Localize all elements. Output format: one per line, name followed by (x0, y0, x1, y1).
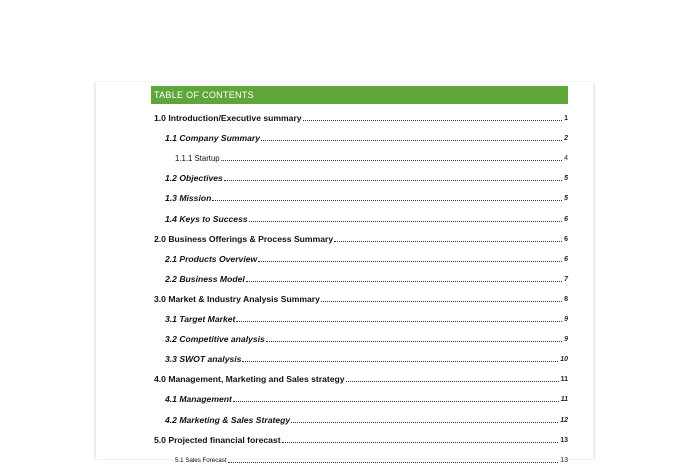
toc-dot-leader (291, 422, 558, 423)
toc-entry-title[interactable]: 1.3 Mission (165, 193, 212, 204)
toc-entry[interactable] (151, 405, 568, 425)
toc-entry[interactable] (151, 325, 568, 345)
toc-dot-leader (266, 341, 562, 342)
toc-dot-leader (258, 261, 562, 262)
toc-entry[interactable] (151, 144, 568, 164)
toc-dot-leader (242, 361, 558, 362)
toc-entry-title[interactable]: 1.1.1 Startup (175, 154, 220, 164)
toc-entry-page-number: 9 (564, 336, 568, 344)
toc-dot-leader (224, 180, 562, 181)
toc-dot-leader (321, 301, 562, 302)
toc-entry[interactable] (151, 426, 568, 446)
toc-header: TABLE OF CONTENTS (151, 86, 568, 104)
toc-entry-page-number: 12 (560, 416, 568, 424)
toc-entry[interactable] (151, 305, 568, 325)
toc-entry-title[interactable]: 5.0 Projected financial forecast (154, 434, 281, 445)
toc-entry-page-number: 6 (564, 215, 568, 223)
toc-entry[interactable] (151, 365, 568, 385)
toc-entry-title[interactable]: 3.0 Market & Industry Analysis Summary (154, 293, 320, 304)
toc-entry[interactable] (151, 446, 568, 466)
toc-entry-page-number: 8 (564, 295, 568, 303)
toc-entry[interactable] (151, 225, 568, 245)
toc-entry-page-number: 11 (560, 396, 568, 404)
toc-dot-leader (212, 200, 562, 201)
toc-entry-title[interactable]: 5.1 Sales Forecast (175, 456, 227, 464)
toc-entry[interactable] (151, 285, 568, 305)
toc-entry-title[interactable]: 4.2 Marketing & Sales Strategy (165, 414, 291, 425)
toc-dot-leader (236, 321, 562, 322)
toc-entry-title[interactable]: 1.1 Company Summary (165, 133, 261, 144)
toc-entry-page-number: 11 (560, 376, 568, 384)
toc-entry-page-number: 13 (560, 436, 568, 444)
toc-entry[interactable] (151, 184, 568, 204)
toc-entry[interactable] (151, 104, 568, 124)
toc-dot-leader (233, 401, 559, 402)
toc-entry-page-number: 7 (564, 275, 568, 283)
toc-entry-title[interactable]: 1.2 Objectives (165, 173, 223, 184)
toc-entry-title[interactable]: 2.2 Business Model (165, 273, 245, 284)
toc-dot-leader (303, 120, 563, 121)
toc-list (151, 104, 568, 466)
toc-entry-page-number: 10 (560, 356, 568, 364)
toc-dot-leader (346, 381, 559, 382)
toc-entry-title[interactable]: 3.2 Competitive analysis (165, 334, 265, 345)
toc-entry-page-number: 6 (564, 235, 568, 243)
toc-entry[interactable] (151, 124, 568, 144)
toc-entry-page-number: 2 (564, 135, 568, 143)
toc-entry-page-number: 13 (560, 456, 568, 464)
toc-entry-title[interactable]: 4.1 Management (165, 394, 232, 405)
toc-dot-leader (249, 221, 562, 222)
toc-entry[interactable] (151, 265, 568, 285)
toc-dot-leader (282, 442, 559, 443)
toc-entry-title[interactable]: 1.4 Keys to Success (165, 213, 248, 224)
toc-entry[interactable] (151, 204, 568, 224)
toc-entry[interactable] (151, 164, 568, 184)
toc-entry-title[interactable]: 4.0 Management, Marketing and Sales strategy (154, 374, 345, 385)
toc-entry[interactable] (151, 385, 568, 405)
toc-entry[interactable] (151, 345, 568, 365)
toc-entry-title[interactable]: 2.1 Products Overview (165, 253, 258, 264)
toc-dot-leader (228, 462, 559, 463)
toc-entry-page-number: 4 (564, 155, 568, 163)
toc-dot-leader (261, 140, 562, 141)
toc-entry-title[interactable]: 3.1 Target Market (165, 314, 236, 325)
toc-entry-page-number: 9 (564, 316, 568, 324)
toc-dot-leader (246, 281, 562, 282)
toc-dot-leader (334, 241, 562, 242)
document-page (95, 82, 594, 464)
toc-dot-leader (221, 160, 562, 161)
toc-entry-title[interactable]: 3.3 SWOT analysis (165, 354, 242, 365)
toc-entry-title[interactable]: 1.0 Introduction/Executive summary (154, 113, 302, 124)
toc-entry-page-number: 6 (564, 255, 568, 263)
toc-entry[interactable] (151, 245, 568, 265)
toc-entry-page-number: 5 (564, 175, 568, 183)
toc-entry-page-number: 1 (564, 115, 568, 123)
toc-entry-page-number: 5 (564, 195, 568, 203)
toc-entry-title[interactable]: 2.0 Business Offerings & Process Summary (154, 233, 334, 244)
